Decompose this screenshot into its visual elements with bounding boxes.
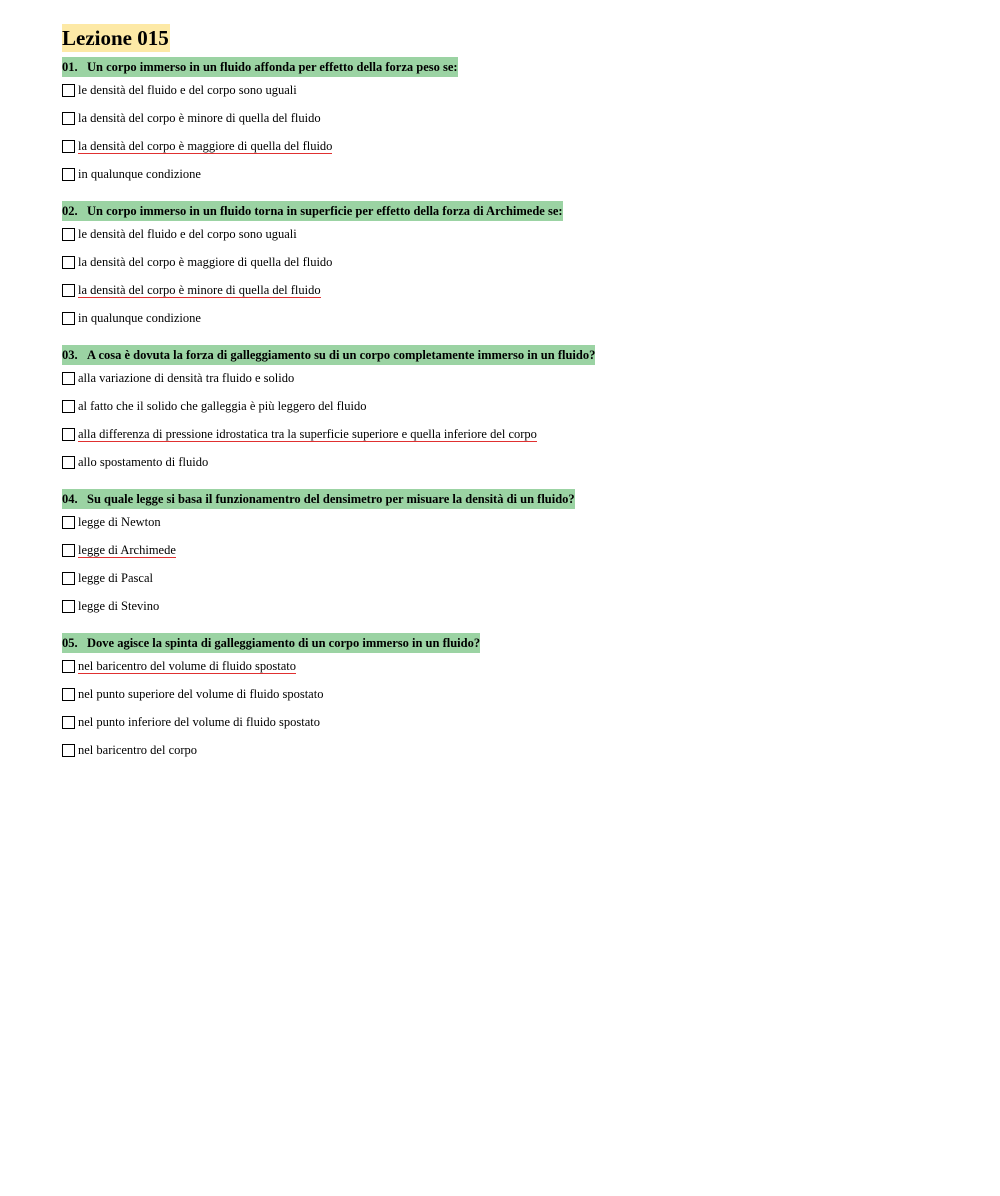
answer-checkbox[interactable]: [62, 168, 75, 181]
correct-answer-text: la densità del corpo è minore di quella del fluido: [78, 282, 321, 297]
answer-checkbox[interactable]: [62, 572, 75, 585]
answer-checkbox[interactable]: [62, 312, 75, 325]
answer-option[interactable]: [62, 680, 962, 708]
answer-checkbox[interactable]: [62, 140, 75, 153]
answer-option[interactable]: [62, 652, 962, 680]
answer-checkbox[interactable]: [62, 688, 75, 701]
answer-checkbox[interactable]: [62, 228, 75, 241]
answer-text: in qualunque condizione: [78, 311, 201, 325]
answer-text: legge di Pascal: [78, 571, 153, 585]
answer-option[interactable]: [62, 76, 962, 104]
question-text: Su quale legge si basa il funzionamentro del densimetro per misuare la densità di un fluido?: [87, 492, 575, 506]
answer-option[interactable]: [62, 392, 962, 420]
answer-option[interactable]: [62, 304, 962, 332]
question-number: 02.: [62, 204, 78, 218]
answer-text: legge di Newton: [78, 515, 161, 529]
answer-text: allo spostamento di fluido: [78, 455, 209, 469]
answer-list: [62, 220, 962, 332]
answer-option[interactable]: [62, 276, 962, 304]
question-number: 03.: [62, 348, 78, 362]
answer-list: [62, 508, 962, 620]
questions-list: [62, 57, 962, 764]
answer-option[interactable]: [62, 104, 962, 132]
answer-text: alla variazione di densità tra fluido e solido: [78, 371, 295, 385]
answer-checkbox[interactable]: [62, 400, 75, 413]
answer-option[interactable]: [62, 536, 962, 564]
answer-text: le densità del fluido e del corpo sono uguali: [78, 83, 297, 97]
answer-checkbox[interactable]: [62, 256, 75, 269]
question-block: [62, 489, 962, 620]
answer-checkbox[interactable]: [62, 744, 75, 757]
answer-option[interactable]: [62, 564, 962, 592]
question-number: 05.: [62, 636, 78, 650]
question-header: [62, 489, 575, 509]
answer-checkbox[interactable]: [62, 600, 75, 613]
correct-answer-text: la densità del corpo è maggiore di quella del fluido: [78, 138, 333, 153]
answer-text: in qualunque condizione: [78, 167, 201, 181]
correct-answer-text: alla differenza di pressione idrostatica tra la superficie superiore e quella inferiore del corpo: [78, 426, 537, 441]
answer-option[interactable]: [62, 708, 962, 736]
answer-checkbox[interactable]: [62, 716, 75, 729]
answer-option[interactable]: [62, 132, 962, 160]
answer-option[interactable]: [62, 160, 962, 188]
lesson-title: Lezione 015: [62, 26, 169, 50]
question-header: [62, 633, 480, 653]
answer-checkbox[interactable]: [62, 372, 75, 385]
answer-checkbox[interactable]: [62, 544, 75, 557]
question-number: 01.: [62, 60, 78, 74]
answer-checkbox[interactable]: [62, 284, 75, 297]
question-block: [62, 201, 962, 332]
answer-option[interactable]: [62, 508, 962, 536]
answer-text: nel punto superiore del volume di fluido spostato: [78, 687, 324, 701]
question-text: A cosa è dovuta la forza di galleggiamento su di un corpo completamente immerso in un fluido?: [87, 348, 596, 362]
question-number: 04.: [62, 492, 78, 506]
answer-text: nel punto inferiore del volume di fluido spostato: [78, 715, 320, 729]
answer-option[interactable]: [62, 420, 962, 448]
question-header: [62, 201, 563, 221]
answer-option[interactable]: [62, 448, 962, 476]
answer-list: [62, 76, 962, 188]
answer-checkbox[interactable]: [62, 112, 75, 125]
answer-text: la densità del corpo è maggiore di quella del fluido: [78, 255, 333, 269]
answer-checkbox[interactable]: [62, 660, 75, 673]
question-header: [62, 57, 458, 77]
answer-option[interactable]: [62, 248, 962, 276]
question-text: Dove agisce la spinta di galleggiamento di un corpo immerso in un fluido?: [87, 636, 481, 650]
quiz-page: [62, 24, 962, 764]
answer-list: [62, 652, 962, 764]
answer-option[interactable]: [62, 592, 962, 620]
answer-text: legge di Stevino: [78, 599, 160, 613]
answer-text: al fatto che il solido che galleggia è più leggero del fluido: [78, 399, 367, 413]
answer-text: le densità del fluido e del corpo sono uguali: [78, 227, 297, 241]
question-header: [62, 345, 595, 365]
question-block: [62, 57, 962, 188]
answer-checkbox[interactable]: [62, 428, 75, 441]
answer-checkbox[interactable]: [62, 516, 75, 529]
answer-text: la densità del corpo è minore di quella del fluido: [78, 111, 321, 125]
answer-list: [62, 364, 962, 476]
answer-option[interactable]: [62, 736, 962, 764]
answer-option[interactable]: [62, 220, 962, 248]
question-text: Un corpo immerso in un fluido affonda per effetto della forza peso se:: [87, 60, 458, 74]
question-block: [62, 633, 962, 764]
correct-answer-text: legge di Archimede: [78, 542, 176, 557]
question-block: [62, 345, 962, 476]
answer-text: nel baricentro del corpo: [78, 743, 198, 757]
question-text: Un corpo immerso in un fluido torna in superficie per effetto della forza di Archimede se:: [87, 204, 563, 218]
answer-option[interactable]: [62, 364, 962, 392]
correct-answer-text: nel baricentro del volume di fluido spostato: [78, 658, 297, 673]
answer-checkbox[interactable]: [62, 456, 75, 469]
answer-checkbox[interactable]: [62, 84, 75, 97]
